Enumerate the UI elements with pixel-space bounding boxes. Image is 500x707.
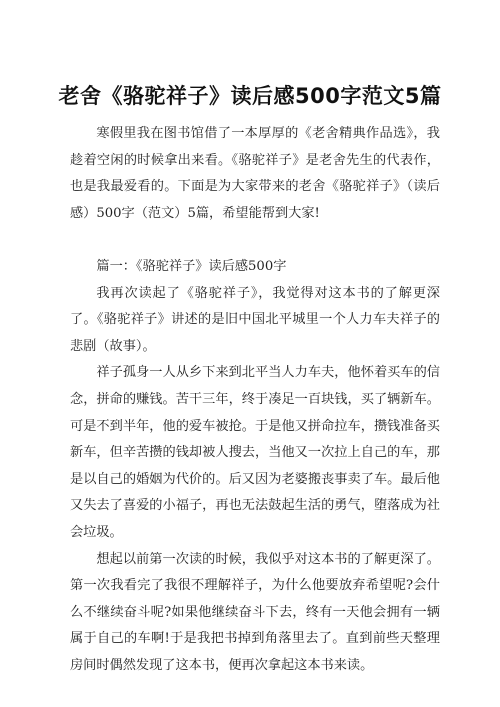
intro-paragraph: 寒假里我在图书馆借了一本厚厚的《老舍精典作品选》，我趁着空闲的时候拿出来看。《骆驼祥子》是老舍先生的代表作，也是我最爱看的。下面是为大家带来的老舍《骆驼祥子》（读后感）500字（范文）5篇，希望能帮到大家! [70, 126, 440, 221]
body-paragraph: 祥子孤身一人从乡下来到北平当人力车夫，他怀着买车的信念，拼命的赚钱。苦干三年，终于凑足一百块钱，买了辆新车。可是不到半年，他的爱车被抢。于是他又拼命拉车，攒钱准备买新车，但辛苦攒的钱却被人搜去，当他又一次拉上自己的车，那是以自己的婚姻为代价的。后又因为老婆搬丧事卖了车。最后他又失去了喜爱的小福子，再也无法鼓起生活的勇气，堕落成为社会垃圾。 [70, 365, 440, 540]
body-paragraph: 想起以前第一次读的时候，我似乎对这本书的了解更深了。第一次我看完了我很不理解祥子，为什么他要放弃希望呢?会什么不继续奋斗呢?如果他继续奋斗下去，终有一天他会拥有一辆属于自己的车啊!于是我把书掉到角落里去了。直到前些天整理房间时偶然发现了这本书，便再次拿起这本书来读。 [70, 551, 440, 673]
body-paragraph: 我再次读起了《骆驼祥子》，我觉得对这本书的了解更深了。《骆驼祥子》讲述的是旧中国北平城里一个人力车夫祥子的悲剧（故事）。 [70, 285, 440, 354]
document-body [70, 121, 440, 679]
section-heading: 篇一：《骆驼祥子》读后感500字 [96, 258, 287, 274]
document-title: 老舍《骆驼祥子》读后感500字范文5篇 [58, 84, 442, 108]
